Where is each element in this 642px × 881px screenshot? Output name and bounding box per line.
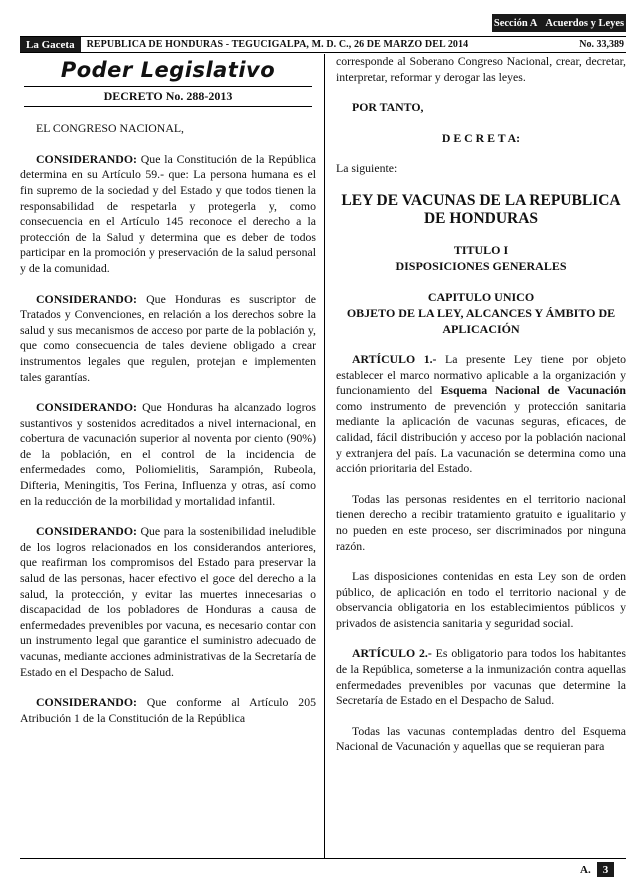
considerando-4 — [20, 524, 316, 680]
masthead-bar — [20, 36, 626, 53]
paragraph-disposiciones: Las disposiciones contenidas en esta Ley son de orden público, de aplicación en todo el territorio nacional y de observancia obligatoria en los establecimientos públicos y privados de asistencia sanitaria y seguridad social. — [336, 569, 626, 630]
lead: CONSIDERANDO: — [36, 151, 137, 166]
right-column — [336, 54, 626, 770]
decree-number: DECRETO No. 288-2013 — [24, 86, 312, 108]
titulo-name: DISPOSICIONES GENERALES — [395, 258, 567, 273]
lead: ARTÍCULO 2.- — [352, 646, 432, 661]
congress-heading — [20, 121, 316, 137]
section-tag — [492, 14, 626, 32]
body: Que conforme al Artículo 205 Atribución 1 de la Constitución de la República — [20, 695, 316, 725]
lead: CONSIDERANDO: — [36, 400, 137, 415]
capitulo-heading — [336, 289, 626, 337]
issue-number: No. 33,389 — [579, 39, 624, 50]
law-title-line-1: LEY DE VACUNAS DE LA REPUBLICA — [341, 191, 621, 209]
body: Que la Constitución de la República determina en su Artículo 59.- que: La persona humana es el fin supremo de la sociedad y del Estado y que todos tienen la responsabilidad de respetarla y protegerla y, como consecuencia en el Artículo 145 reconoce el derecho a la protección de la Salud y determina que es deber de todos participar en la promoción y preservación de la salud personal y de la comunidad. — [20, 151, 316, 275]
body: Que Honduras es suscriptor de Tratados y Convenciones, en relación a los derechos sobre la salud y sus mecanismos de acceso por parte de la población y, que como consecuencia de tales deviene obligado a crear instrumentos legales que regulen, protejan e implementen tales garantías. — [20, 291, 316, 384]
lead: CONSIDERANDO: — [36, 524, 137, 539]
congress-text: EL CONGRESO NACIONAL, — [36, 121, 185, 136]
titulo-heading — [336, 242, 626, 274]
body-b: como instrumento de prevención y protección sanitaria mediante la aplicación de vacunas seguras, eficaces, de calidad, fácil distribución y acceso por la población nacional y extranjera del país. La vacunación se determina como una acción prioritaria del Estado. — [336, 398, 626, 476]
paragraph-vacunas: Todas las vacunas contempladas dentro del Esquema Nacional de Vacunación y aquellas que se requieran para — [336, 723, 626, 754]
lead: ARTÍCULO 1.- — [352, 351, 437, 366]
bottom-rule — [20, 858, 626, 859]
decreta: D E C R E T A: — [441, 130, 521, 145]
column-divider — [324, 54, 325, 858]
la-siguiente: La siguiente: — [336, 161, 398, 176]
considerando-3 — [20, 400, 316, 509]
considerando-1 — [20, 152, 316, 277]
law-title — [336, 192, 626, 228]
capitulo-name: OBJETO DE LA LEY, ALCANCES Y ÁMBITO DE APLICACIÓN — [346, 305, 616, 336]
left-column — [20, 54, 316, 741]
page-title: Poder Legislativo — [60, 58, 276, 82]
continued-text: corresponde al Soberano Congreso Nacional, crear, decretar, interpretar, reformar y derogar las leyes. — [336, 54, 626, 84]
por-tanto: POR TANTO, — [352, 100, 424, 115]
articulo-2 — [336, 646, 626, 708]
body: Es obligatorio para todos los habitantes de la República, someterse a la inmunización contra aquellas enfermedades prevenibles por vacunas que determine la Secretaría de Estado en el Despacho de Salud. — [336, 646, 626, 708]
considerando-2 — [20, 292, 316, 386]
section-title: Acuerdos y Leyes — [545, 17, 625, 29]
lead: CONSIDERANDO: — [36, 695, 137, 710]
lead: CONSIDERANDO: — [36, 291, 137, 306]
page-footer — [580, 862, 614, 877]
publication-name: La Gaceta — [20, 37, 81, 52]
articulo-1 — [336, 352, 626, 477]
body-bold: Esquema Nacional de Vacunación — [440, 383, 626, 398]
considerando-5 — [20, 695, 316, 726]
body-a: La presente Ley tiene por objeto establecer el marco normativo aplicable a la organización y funcionamiento del — [336, 351, 626, 398]
section-label: Sección A — [493, 17, 538, 29]
page-number: 3 — [597, 862, 615, 877]
body: Que para la sostenibilidad ineludible de los logros relacionados en los considerandos anteriores, que reafirman los compromisos del Estado para preservar la salud de las personas, hacer efectivo el goce del derecho a la salud, la protección, y evitar las muertes innecesarias o discapacidad de los pobladores de Honduras a causa de enfermedades prevenibles por vacuna, es necesario contar con un instrumento legal que garantice el suministro adecuado de vacunas, mediante acciones administrativas de la Secretaría de Estado en el Despacho de Salud. — [20, 524, 316, 679]
dateline: REPUBLICA DE HONDURAS - TEGUCIGALPA, M. D. C., 26 DE MARZO DEL 2014 — [86, 39, 469, 50]
law-title-line-2: DE HONDURAS — [423, 209, 539, 227]
body: Que Honduras ha alcanzado logros sustantivos y sostenidos acreditados a nivel internacional, en cobertura de vacunación superior al noventa por ciento (90%) de la población, en el control de la incidencia de enfermedades como, Poliomielitis, Sarampión, Rubeola, Difteria, Meningitis, Tos Ferina, Influenza y otras, así como en la reducción de la morbilidad y mortalidad infantil. — [20, 400, 316, 508]
capitulo-number: CAPITULO UNICO — [427, 289, 535, 304]
paragraph-todas: Todas las personas residentes en el territorio nacional tienen derecho a recibir tratamiento gratuito e igualitario y no pueden en este proceso, ser discriminados por ninguna razón. — [336, 491, 626, 553]
titulo-number: TITULO I — [453, 242, 509, 257]
section-letter: A. — [580, 863, 591, 876]
